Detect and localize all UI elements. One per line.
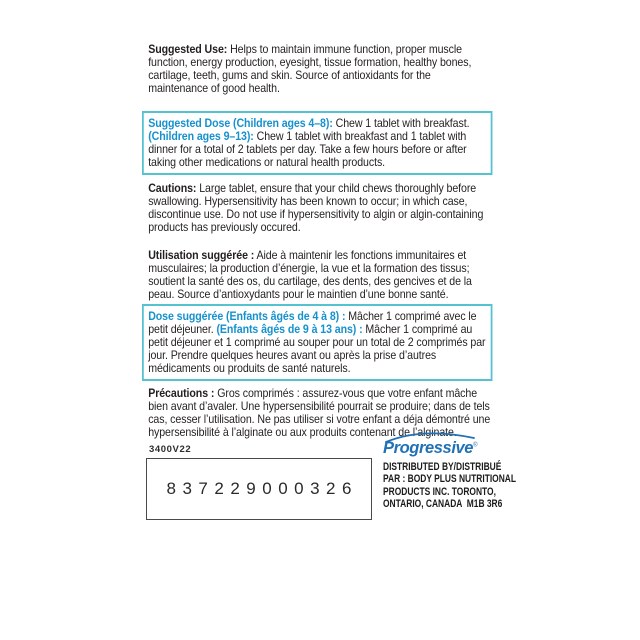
- utilisation-suggeree-paragraph: [142, 249, 492, 301]
- suggested-use-body: Helps to maintain immune function, proper muscle function, energy production, eyesight, tissue formation, healthy bones, cartilage, teeth, gums and skin. Source of antioxidants for the maintenance of good health.: [148, 42, 472, 95]
- precautions-body: Gros comprimés : assurez-vous que votre enfant mâche bien avant d’avaler. Une hypersensibilité pourrait se produire; dans de tels cas, cesser l’utilisation. Ne pas utiliser si votre enfant a déja démontré une hypersensibilité à l’alginate ou aux produits contenant de l’alginate.: [148, 386, 491, 439]
- cautions-heading: Cautions:: [148, 181, 197, 195]
- progressive-swoosh-icon: [384, 431, 476, 443]
- precautions-heading: Précautions :: [148, 386, 215, 400]
- suggested-use-heading: Suggested Use:: [148, 42, 228, 56]
- suggested-dose-paragraph: [144, 117, 486, 169]
- suggested-dose-heading-ages-4-8: Suggested Dose (Children ages 4–8):: [148, 116, 333, 130]
- suggested-dose-body-1: Chew 1 tablet with breakfast.: [332, 116, 470, 130]
- distributor-line: PAR : BODY PLUS NUTRITIONAL: [383, 473, 517, 486]
- barcode-number: 837229000326: [166, 479, 358, 498]
- footer-left-column: [146, 444, 378, 520]
- cautions-paragraph: [142, 182, 492, 234]
- lot-code: 3400V22: [149, 444, 192, 455]
- dose-suggeree-box: [142, 304, 492, 381]
- footer-right-column: [383, 431, 541, 511]
- suggested-dose-body-2: Chew 1 tablet with breakfast and 1 tablet with dinner for a total of 2 tablets per day. Take a few hours before or after taking other medications or natural health products.: [148, 129, 467, 169]
- suggested-dose-heading-ages-9-13: (Children ages 9–13):: [148, 129, 254, 143]
- barcode-box: [146, 458, 372, 520]
- distributor-line: ONTARIO, CANADA M1B 3R6: [383, 498, 503, 511]
- distributor-line: PRODUCTS INC. TORONTO,: [383, 485, 496, 498]
- suggested-dose-box: [142, 111, 492, 175]
- dose-suggeree-body-2: Mâcher 1 comprimé au petit déjeuner et 1 comprimé au souper pour un total de 2 comprimés par jour. Prendre quelques heures avant ou après la prise d’autres médicaments ou produits de santé naturels.: [148, 322, 486, 375]
- label-footer: [142, 439, 542, 520]
- suggested-use-paragraph: [142, 43, 492, 95]
- dose-suggeree-paragraph: [144, 310, 486, 375]
- label-text-column: [142, 43, 492, 439]
- cautions-body: Large tablet, ensure that your child chews thoroughly before swallowing. Hypersensitivity has been known to occur; in which case, discontinue use. Do not use if hypersensitivity to algin or algin-containing products has previously occured.: [148, 181, 484, 234]
- dose-suggeree-body-1: Mâcher 1 comprimé avec le petit déjeuner.: [148, 309, 477, 336]
- distributor-line: DISTRIBUTED BY/DISTRIBUÉ: [383, 461, 502, 473]
- dose-suggeree-heading-ages-9-13: (Enfants âgés de 9 à 13 ans) :: [216, 322, 363, 336]
- utilisation-suggeree-heading: Utilisation suggérée :: [148, 248, 255, 262]
- progressive-logo: [383, 431, 541, 459]
- registered-trademark-icon: ®: [473, 442, 478, 449]
- distributor-address: [383, 461, 517, 511]
- brand-wordmark: Progressive: [383, 439, 474, 457]
- dose-suggeree-heading-ages-4-8: Dose suggérée (Enfants âgés de 4 à 8) :: [148, 309, 346, 323]
- label-panel: [142, 43, 542, 520]
- utilisation-suggeree-body: Aide à maintenir les fonctions immunitaires et musculaires; la production d’énergie, la vue et la formation des tissus; soutient la santé des os, du cartilage, des dents, des gencives et de la peau. Source d’antioxydants pour le maintien d’une bonne santé.: [148, 248, 472, 301]
